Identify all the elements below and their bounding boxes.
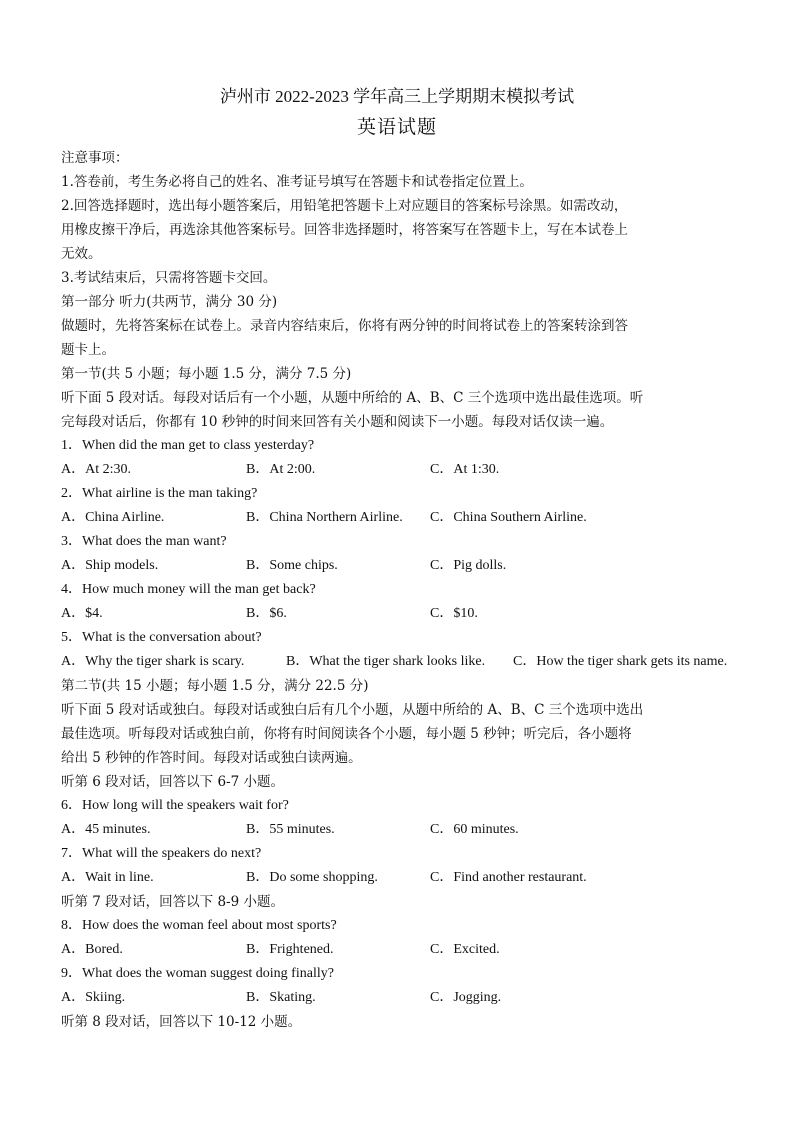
question-3: 3．What does the man want?: [61, 534, 227, 549]
q9-option-b: B．Skating.: [246, 990, 316, 1005]
notice-item-1: 1.答卷前，考生务必将自己的姓名、准考证号填写在答题卡和试卷指定位置上。: [61, 174, 533, 190]
part1-intro: 做题时，先将答案标在试卷上。录音内容结束后，你将有两分钟的时间将试卷上的答案转涂到答: [61, 318, 628, 334]
q3-option-b: B．Some chips.: [246, 558, 338, 573]
q2-option-b: B．China Northern Airline.: [246, 510, 403, 525]
notice-heading: 注意事项：: [61, 150, 129, 166]
q8-option-c: C．Excited.: [430, 942, 500, 957]
q6-option-a: A．45 minutes.: [61, 822, 151, 837]
question-8: 8．How does the woman feel about most sports?: [61, 918, 337, 933]
q9-option-a: A．Skiing.: [61, 990, 126, 1005]
question-2: 2．What airline is the man taking?: [61, 486, 258, 501]
q3-option-c: C．Pig dolls.: [430, 558, 507, 573]
q1-option-c: C．At 1:30.: [430, 462, 500, 477]
notice-item-2-end: 无效。: [61, 246, 102, 262]
q5-option-c: C．How the tiger shark gets its name.: [513, 654, 728, 669]
part1-heading: 第一部分 听力(共两节，满分 30 分): [61, 294, 278, 310]
notice-item-3: 3.考试结束后，只需将答题卡交回。: [61, 270, 277, 286]
exam-subtitle: 英语试题: [356, 117, 437, 138]
question-6: 6．How long will the speakers wait for?: [61, 798, 289, 813]
q6-option-c: C．60 minutes.: [430, 822, 519, 837]
q5-option-b: B．What the tiger shark looks like.: [286, 654, 486, 669]
q6-option-b: B．55 minutes.: [246, 822, 335, 837]
question-5: 5．What is the conversation about?: [61, 630, 262, 645]
q1-option-a: A．At 2:30.: [61, 462, 131, 477]
section2-intro-end: 给出 5 秒钟的作答时间。每段对话或独白读两遍。: [61, 750, 362, 766]
exam-title: 泸州市 2022-2023 学年高三上学期期末模拟考试: [219, 87, 575, 106]
q4-option-c: C．$10.: [430, 606, 478, 621]
dialogue-7-note: 听第 7 段对话，回答以下 8-9 小题。: [61, 894, 284, 910]
section1-intro-cont: 完每段对话后，你都有 10 秒钟的时间来回答有关小题和阅读下一小题。每段对话仅读一遍。: [61, 414, 614, 430]
part1-intro-cont: 题卡上。: [61, 342, 115, 358]
question-1: 1．When did the man get to class yesterday?: [61, 438, 315, 453]
q2-option-c: C．China Southern Airline.: [430, 510, 587, 525]
section1-heading: 第一节(共 5 小题；每小题 1.5 分，满分 7.5 分): [61, 366, 352, 382]
dialogue-6-note: 听第 6 段对话，回答以下 6-7 小题。: [61, 774, 284, 790]
q5-option-a: A．Why the tiger shark is scary.: [61, 654, 245, 669]
dialogue-8-note: 听第 8 段对话，回答以下 10-12 小题。: [61, 1014, 302, 1030]
notice-item-2-cont: 用橡皮擦干净后，再选涂其他答案标号。回答非选择题时，将答案写在答题卡上，写在本试卷上: [61, 222, 628, 238]
question-4: 4．How much money will the man get back?: [61, 582, 316, 597]
notice-item-2: 2.回答选择题时，选出每小题答案后，用铅笔把答题卡上对应题目的答案标号涂黑。如需改动，: [61, 198, 628, 214]
section2-intro: 听下面 5 段对话或独白。每段对话或独白后有几个小题，从题中所给的 A、B、C 三个选项中选出: [61, 702, 644, 718]
section2-heading: 第二节(共 15 小题；每小题 1.5 分，满分 22.5 分): [61, 678, 369, 694]
section2-intro-cont: 最佳选项。听每段对话或独白前，你将有时间阅读各个小题，每小题 5 秒钟；听完后，各小题将: [61, 726, 632, 742]
q9-option-c: C．Jogging.: [430, 990, 502, 1005]
q4-option-a: A．$4.: [61, 606, 103, 621]
q1-option-b: B．At 2:00.: [246, 462, 316, 477]
q8-option-a: A．Bored.: [61, 942, 123, 957]
q2-option-a: A．China Airline.: [61, 510, 165, 525]
question-9: 9．What does the woman suggest doing finally?: [61, 966, 334, 981]
section1-intro: 听下面 5 段对话。每段对话后有一个小题，从题中所给的 A、B、C 三个选项中选出最佳选项。听: [61, 390, 644, 406]
q8-option-b: B．Frightened.: [246, 942, 334, 957]
question-7: 7．What will the speakers do next?: [61, 846, 262, 861]
q4-option-b: B．$6.: [246, 606, 287, 621]
q7-option-a: A．Wait in line.: [61, 870, 154, 885]
q7-option-c: C．Find another restaurant.: [430, 870, 587, 885]
q3-option-a: A．Ship models.: [61, 558, 159, 573]
q7-option-b: B．Do some shopping.: [246, 870, 378, 885]
